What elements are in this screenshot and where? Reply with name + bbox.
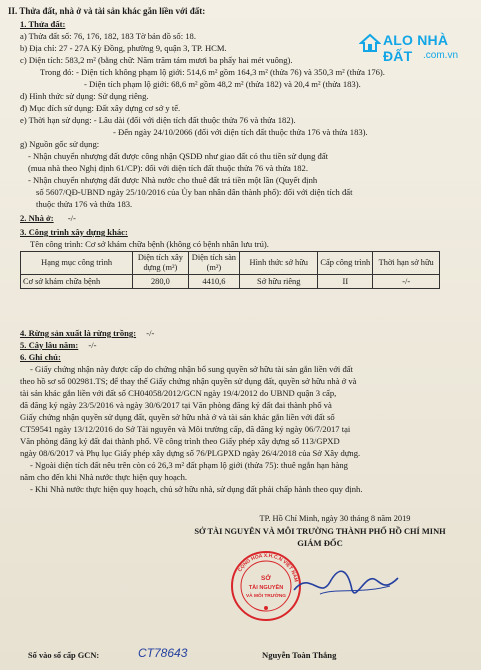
note-1-line: Văn phòng đăng ký đất đai thành phố. Về công trình theo Giấy phép xây dựng số 113/GPXD — [20, 436, 340, 446]
issue-date: TP. Hồ Chí Minh, ngày 30 tháng 8 năm 2019 — [259, 514, 411, 523]
gcn-number: CT78643 — [138, 646, 188, 660]
watermark-domain: .com.vn — [423, 50, 459, 61]
col-header-floor-area: Diện tích sàn (m²) — [188, 252, 240, 275]
land-origin-1b: (mua nhà theo Nghị định 61/CP): đối với diện tích đất thuộc thửa 76 và thửa 182. — [28, 163, 308, 173]
signer-role: GIÁM ĐỐC — [297, 538, 343, 548]
svg-text:SỞ: SỞ — [261, 575, 271, 582]
construction-heading: 3. Công trình xây dựng khác: — [20, 227, 128, 237]
svg-text:CỘNG HÒA X.H.C.N VIỆT NAM: CỘNG HÒA X.H.C.N VIỆT NAM — [237, 552, 299, 583]
cell-term: -/- — [373, 275, 440, 289]
note-1-line: Giấy chứng nhận quyền sử dụng đất, quyền sở hữu nhà ở và tài sản khác gắn liền với đất số — [20, 412, 335, 422]
perennial-row — [20, 340, 97, 351]
perennial-value: -/- — [88, 340, 97, 350]
land-origin-2b: số 5607/QĐ-UBND ngày 25/10/2016 của Ủy ban nhân dân thành phố): đối với diện tích đất — [36, 187, 353, 197]
land-origin: g) Nguồn gốc sử dụng: — [20, 139, 100, 149]
col-header-term: Thời hạn sở hữu — [373, 252, 440, 275]
handwritten-signature-icon — [290, 560, 400, 610]
construction-table — [20, 251, 440, 289]
cell-item: Cơ sở khám chữa bệnh — [21, 275, 133, 289]
col-header-grade: Cấp công trình — [318, 252, 373, 275]
perennial-heading: 5. Cây lâu năm: — [20, 340, 79, 350]
cell-floor-area: 4410,6 — [188, 275, 240, 289]
house-logo-icon — [359, 32, 381, 54]
col-header-ownership: Hình thức sở hữu — [240, 252, 318, 275]
land-address: b) Địa chỉ: 27 - 27A Kỳ Đồng, phường 9, quận 3, TP. HCM. — [20, 43, 227, 53]
svg-text:VÀ MÔI TRƯỜNG: VÀ MÔI TRƯỜNG — [245, 594, 287, 599]
svg-text:TÀI NGUYÊN: TÀI NGUYÊN — [248, 585, 284, 591]
land-usage-term-2: - Đến ngày 24/10/2066 (đối với diện tích đất thuộc thửa 176 và thửa 183). — [113, 127, 368, 137]
land-origin-2a: - Nhận chuyển nhượng đất được Nhà nước cho thuê đất trả tiền một lần (Quyết định — [28, 175, 318, 185]
table-header-row — [21, 252, 440, 275]
note-1-line: CT59541 ngày 13/12/2016 do Sở Tài nguyên và Môi trường cấp, đã đăng ký ngày 06/7/2017 tại — [20, 424, 351, 434]
note-3-line: - Khi Nhà nước thực hiện quy hoạch, chủ sở hữu nhà, sử dụng đất phải chấp hành theo quy định. — [30, 484, 363, 494]
note-1-line: ngày 08/6/2017 và Phụ lục Giấy phép xây dựng số 76/PLGPXD ngày 26/4/2018 của Sở Xây dựng. — [20, 448, 361, 458]
land-area: c) Diện tích: 583,2 m² (bằng chữ: Năm trăm tám mươi ba phẩy hai mét vuông). — [20, 55, 293, 65]
forest-value: -/- — [146, 328, 155, 338]
signer-name: Nguyễn Toàn Thắng — [262, 650, 337, 660]
land-heading: 1. Thửa đất: — [20, 19, 66, 29]
gcn-label: Số vào sổ cấp GCN: — [28, 651, 100, 660]
section-title: II. Thửa đất, nhà ở và tài sản khác gắn liền với đất: — [8, 6, 206, 16]
forest-heading: 4. Rừng sản xuất là rừng trồng: — [20, 328, 137, 338]
land-origin-2c: thuộc thửa 176 và thửa 183. — [36, 199, 133, 209]
note-1-line: theo hồ sơ số 002981.TS; để thay thế Giấy chứng nhận quyền sử dụng đất, quyền sở hữu nhà ở và — [20, 376, 357, 386]
alonhadat-watermark — [359, 26, 479, 68]
note-1-line: tài sản khác gắn liền với đất số CH04058/2012/GCN ngày 19/4/2012 do UBND quận 3 cấp, — [20, 388, 337, 398]
note-1-line: - Giấy chứng nhận này được cấp do chứng nhận bổ sung quyền sở hữu tài sản gắn liền với đất — [30, 364, 353, 374]
notes-heading: 6. Ghi chú: — [20, 352, 61, 362]
land-usage-form: d) Hình thức sử dụng: Sử dụng riêng. — [20, 91, 149, 101]
house-row — [20, 213, 76, 224]
watermark-brand: ALO NHÀ ĐẤT — [383, 32, 449, 64]
construction-name: Tên công trình: Cơ sở khám chữa bệnh (không có bệnh nhân lưu trú). — [30, 239, 269, 249]
note-2-line: năm cho đến khi Nhà nước thực hiện quy hoạch. — [20, 472, 188, 482]
note-2-line: - Ngoài diện tích đất nêu trên còn có 26,3 m² đất phạm lộ giới (thửa 75): thuê ngắn hạn hàng — [30, 460, 348, 470]
note-1-line: đã đăng ký ngày 23/5/2016 và ngày 30/6/2017 tại Văn phòng đăng ký đất đai thành phố và — [20, 400, 332, 410]
col-header-item: Hạng mục công trình — [21, 252, 133, 275]
table-row — [21, 275, 440, 289]
land-usage-term: e) Thời hạn sử dụng: - Lâu dài (đối với diện tích đất thuộc thửa 76 và thửa 182). — [20, 115, 296, 125]
land-origin-1a: - Nhận chuyển nhượng đất được công nhận QSDĐ như giao đất có thu tiền sử dụng đất — [28, 151, 329, 161]
land-area-unrestricted: Trong đó: - Diện tích không phạm lộ giới: 514,6 m² gồm 164,3 m² (thửa 76) và 350,3 m² (thửa 176). — [40, 67, 385, 77]
house-value: -/- — [67, 213, 76, 223]
cell-build-area: 280,0 — [133, 275, 188, 289]
cell-grade: II — [318, 275, 373, 289]
col-header-build-area: Diện tích xây dựng (m²) — [133, 252, 188, 275]
land-parcel-number: a) Thửa đất số: 76, 176, 182, 183 Tờ bản đồ số: 18. — [20, 31, 196, 41]
house-heading: 2. Nhà ở: — [20, 213, 54, 223]
forest-row — [20, 328, 154, 339]
land-area-restricted: - Diện tích phạm lộ giới: 68,6 m² gồm 48,2 m² (thửa 182) và 20,4 m² (thửa 183). — [84, 79, 361, 89]
issuing-agency: SỞ TÀI NGUYÊN VÀ MÔI TRƯỜNG THÀNH PHỐ HỒ CHÍ MINH — [194, 527, 446, 536]
land-usage-purpose: đ) Mục đích sử dụng: Đất xây dựng cơ sở y tế. — [20, 103, 181, 113]
cell-ownership: Sở hữu riêng — [240, 275, 318, 289]
